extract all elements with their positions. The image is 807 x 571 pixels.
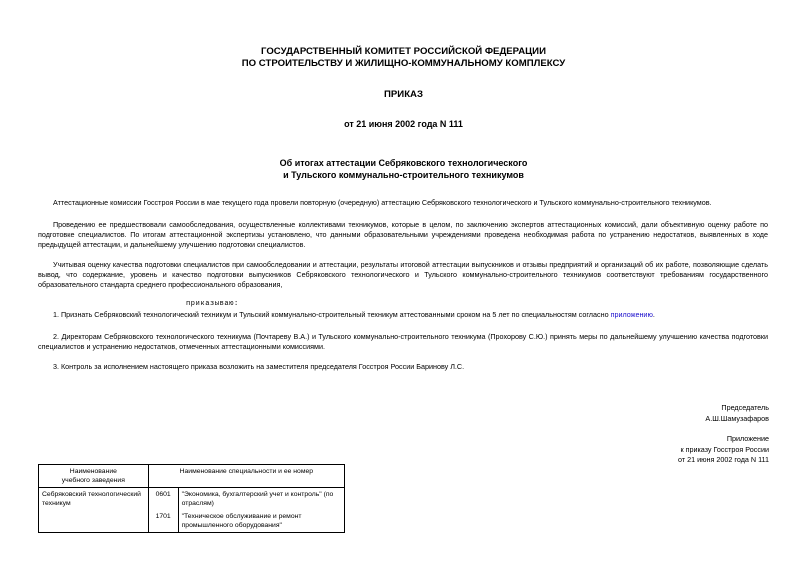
header-institution bbox=[39, 465, 149, 488]
subject-line-2: и Тульского коммунально-строительного техникумов bbox=[283, 170, 524, 180]
order-item-3: 3. Контроль за исполнением настоящего приказа возложить на заместителя председателя Госстроя России Баринову Л.С. bbox=[53, 362, 465, 371]
issuer-line-1: ГОСУДАРСТВЕННЫЙ КОМИТЕТ РОССИЙСКОЙ ФЕДЕРАЦИИ bbox=[261, 46, 546, 57]
order-item-1 bbox=[38, 310, 768, 320]
signature-title: Председатель bbox=[721, 403, 769, 412]
appendix-date: от 21 июня 2002 года N 111 bbox=[678, 455, 769, 464]
header-specialty: Наименование специальности и ее номер bbox=[148, 465, 344, 488]
order-item-1-end: . bbox=[652, 310, 655, 319]
document-type: ПРИКАЗ bbox=[384, 89, 423, 100]
cell-specialty: "Экономика, бухгалтерский учет и контроль" (по отраслям) bbox=[178, 488, 344, 511]
cell-code: 0601 bbox=[148, 488, 178, 511]
cell-institution bbox=[39, 510, 149, 533]
specialties-table bbox=[38, 464, 345, 533]
appendix-block bbox=[678, 434, 769, 466]
subject-line-1: Об итогах аттестации Себряковского технологического bbox=[279, 158, 528, 168]
cell-institution: Себряковский технологический техникум bbox=[39, 488, 149, 511]
table-header-row bbox=[39, 465, 345, 488]
order-word: приказываю: bbox=[186, 300, 239, 308]
appendix-reference: к приказу Госстроя России bbox=[680, 444, 769, 454]
appendix-title: Приложение bbox=[726, 434, 769, 443]
document-date-number: от 21 июня 2002 года N 111 bbox=[344, 119, 463, 129]
paragraph-3: Учитывая оценку качества подготовки специалистов при самообследовании и аттестации, результаты итоговой аттестации выпускников и отзывы предприятий и организаций об их работе, позволяющие сделать вывод, что содержание, уровень и качество подготовки выпускников Себряковского технологического и Тульского коммунально-строительного техникумов соответствуют требованиям государственного образовательного стандарта среднего профессионального образования, bbox=[38, 260, 768, 290]
issuer-line-2: ПО СТРОИТЕЛЬСТВУ И ЖИЛИЩНО-КОММУНАЛЬНОМУ КОМПЛЕКСУ bbox=[241, 58, 566, 69]
order-item-1-text: 1. Признать Себряковский технологический техникум и Тульский коммунально-строительный техникум аттестованными сроком на 5 лет по специальностям согласно bbox=[53, 310, 611, 319]
order-item-2: 2. Директорам Себряковского технологического техникума (Почтареву В.А.) и Тульского коммунально-строительного техникума (Прохорову С.Ю.) принять меры по дальнейшему улучшению качества подготовки специалистов и устранению недостатков, отмеченных аттестационными комиссиями. bbox=[38, 332, 768, 352]
cell-specialty: "Техническое обслуживание и ремонт промышленного оборудования" bbox=[178, 510, 344, 533]
table-row bbox=[39, 488, 345, 511]
paragraph-2: Проведению ее предшествовали самообследования, осуществленные коллективами техникумов, которые в целом, по заключению экспертов аттестационных комиссий, дали объективную оценку работе по подготовке специалистов. По итогам аттестационной экспертизы установлено, что данными образовательными учреждениями проведена необходимая работа по устранению недостатков, выявленных в ходе предыдущей аттестации, и дальнейшему улучшению подготовки специалистов. bbox=[38, 220, 768, 250]
cell-code: 1701 bbox=[148, 510, 178, 533]
signature-block bbox=[705, 403, 769, 424]
table-row bbox=[39, 510, 345, 533]
header-institution-line-1: Наименование bbox=[69, 468, 117, 475]
paragraph-1: Аттестационные комиссии Госстроя России в мае текущего года провели повторную (очередную) аттестацию Себряковского технологического и Тульского коммунально-строительного техникумов. bbox=[53, 198, 712, 207]
appendix-link[interactable]: приложению bbox=[610, 310, 653, 319]
signature-name: А.Ш.Шамузафаров bbox=[705, 413, 769, 423]
header-institution-line-2: учебного заведения bbox=[61, 477, 125, 484]
